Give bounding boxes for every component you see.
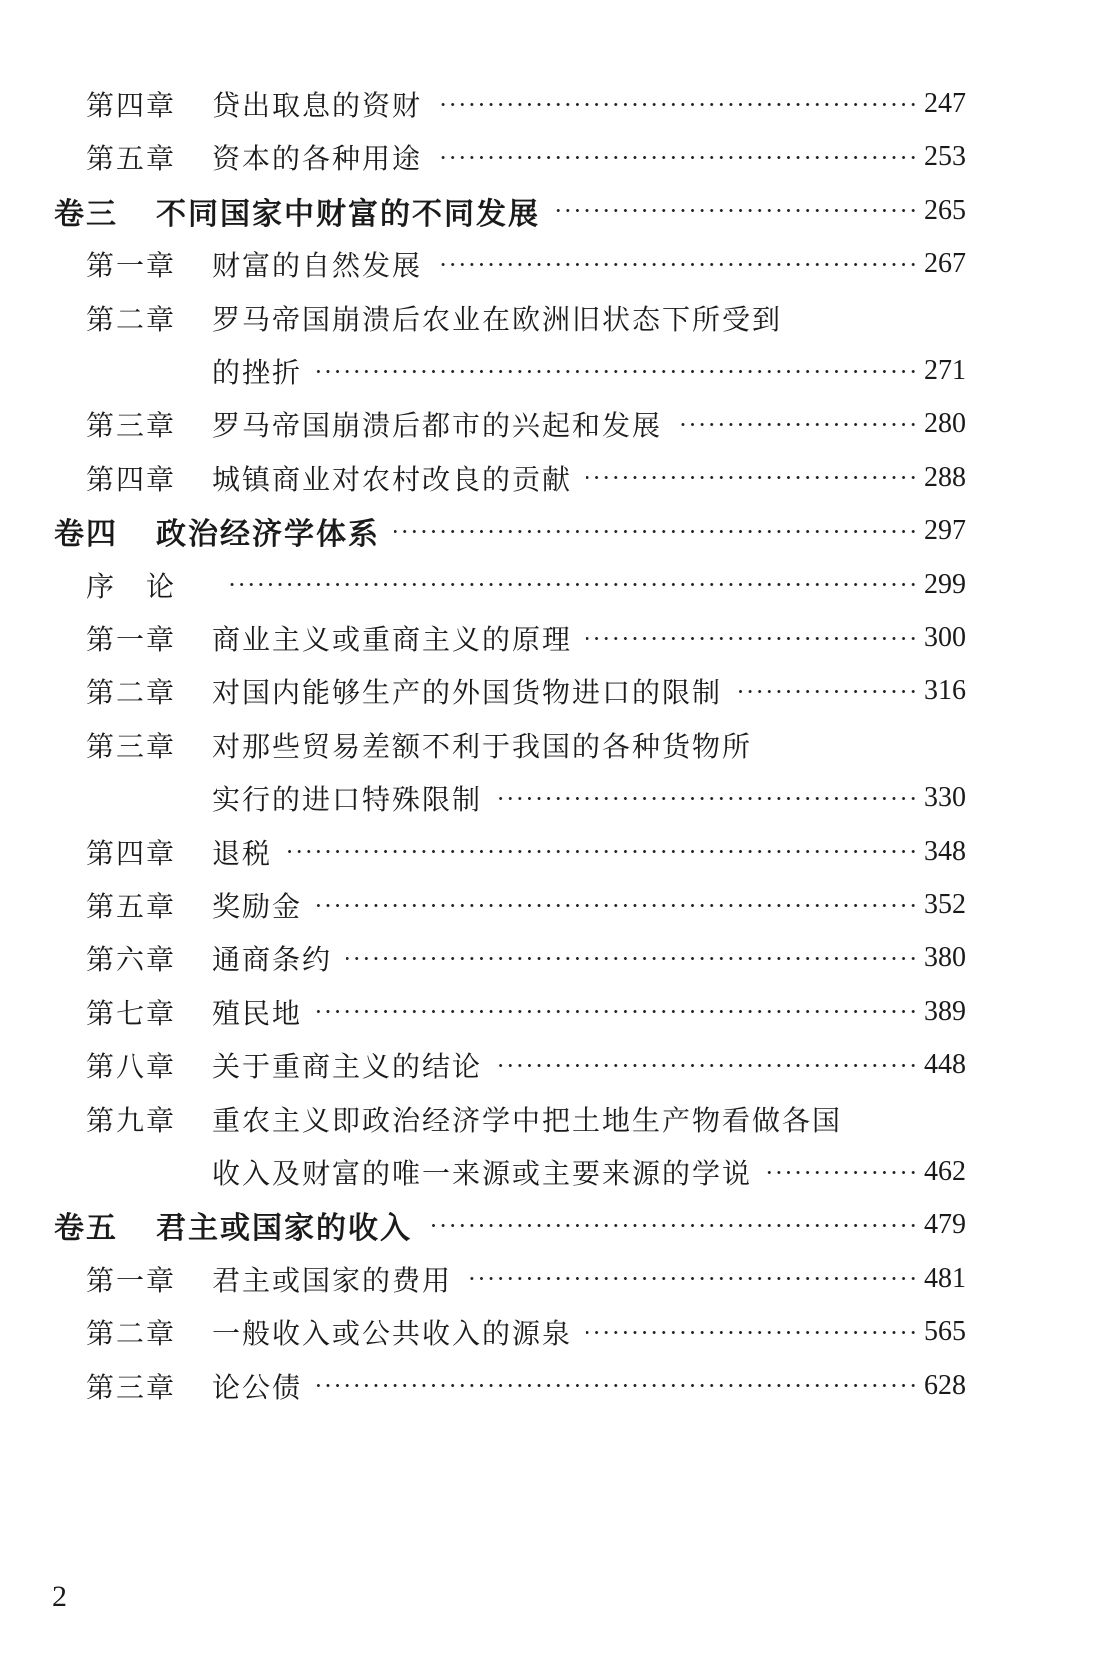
- toc-page-number: 267: [924, 248, 966, 280]
- toc-entry-label: 第四章: [86, 89, 177, 122]
- toc-page-number: 280: [924, 408, 966, 440]
- toc-entry: [212, 349, 966, 393]
- dot-leader: [554, 209, 918, 212]
- toc-entry-label: 第一章: [86, 1263, 177, 1297]
- toc-entry-title: 关于重商主义的结论: [212, 1050, 483, 1084]
- toc-entry-label: 第七章: [86, 996, 177, 1030]
- toc-entry: [212, 1150, 966, 1194]
- toc-volume-entry: [54, 1203, 966, 1247]
- toc-entry-title: 财富的自然发展: [212, 249, 423, 283]
- dot-leader: [496, 797, 918, 800]
- toc-entry-title: 政治经济学体系: [156, 517, 380, 553]
- toc-entry-title: 殖民地: [212, 996, 303, 1030]
- toc-entry: [86, 723, 752, 767]
- toc-entry: [86, 936, 966, 980]
- toc-entry-title: 君主或国家的费用: [212, 1263, 453, 1297]
- dot-leader: [226, 583, 918, 586]
- toc-page-number: 288: [924, 461, 966, 493]
- toc-page-number: 352: [924, 889, 966, 920]
- toc-entry-label: 第二章: [86, 1317, 177, 1351]
- toc-entry-label: 第一章: [86, 249, 177, 283]
- dot-leader: [436, 263, 918, 266]
- toc-entry: [86, 135, 966, 179]
- toc-entry-title: 罗马帝国崩溃后都市的兴起和发展: [212, 409, 663, 443]
- dot-leader: [676, 423, 918, 426]
- toc-page-number: 297: [924, 515, 966, 547]
- toc-entry-label: 卷五: [54, 1211, 118, 1247]
- toc-entry-label: 第六章: [86, 943, 177, 977]
- toc-volume-entry: [54, 189, 966, 233]
- toc-entry-title: 罗马帝国崩溃后农业在欧洲旧状态下所受到: [212, 302, 783, 336]
- toc-entry: [86, 402, 966, 446]
- toc-entry-label: 第二章: [86, 676, 177, 710]
- page-number: 2: [52, 1580, 67, 1613]
- toc-page-number: 380: [924, 942, 966, 974]
- toc-entry: [86, 616, 966, 660]
- toc-entry-title: 通商条约: [212, 943, 333, 977]
- toc-entry-label: 第八章: [86, 1050, 177, 1084]
- toc-entry-title: 一般收入或公共收入的源泉: [212, 1317, 573, 1351]
- dot-leader: [586, 1331, 918, 1334]
- toc-entry: [86, 1364, 966, 1408]
- toc-entry: [86, 456, 966, 500]
- dot-leader: [286, 850, 918, 853]
- toc-entry-label: 第三章: [86, 409, 177, 443]
- toc-entry: [86, 82, 966, 126]
- toc-entry-label: 第一章: [86, 623, 177, 656]
- dot-leader: [316, 904, 918, 907]
- toc-entry-label: 卷四: [54, 517, 118, 553]
- toc-entry: [86, 1257, 966, 1301]
- toc-entry: [86, 990, 966, 1034]
- toc-page-number: 271: [924, 355, 966, 386]
- toc-page-number: 253: [924, 141, 966, 173]
- toc-page-number: 300: [924, 622, 966, 653]
- toc-entry: [86, 242, 966, 286]
- dot-leader: [316, 370, 918, 373]
- toc-entry-label: 第四章: [86, 462, 177, 496]
- toc-page-number: 462: [924, 1156, 966, 1187]
- dot-leader: [436, 156, 918, 159]
- toc-entry: [86, 883, 966, 927]
- toc-entry-title: 君主或国家的收入: [156, 1211, 412, 1247]
- toc-entry-label: 第九章: [86, 1103, 177, 1137]
- toc-page-number: 389: [924, 995, 966, 1027]
- toc-entry-label: 序 论: [86, 569, 177, 603]
- toc-entry-title: 商业主义或重商主义的原理: [212, 623, 573, 656]
- toc-page-number: 448: [924, 1049, 966, 1081]
- toc-page-number: 565: [924, 1316, 966, 1348]
- toc-entry-title: 奖励金: [212, 890, 303, 923]
- dot-leader: [346, 957, 918, 960]
- toc-entry-title: 重农主义即政治经济学中把土地生产物看做各国: [212, 1103, 843, 1137]
- toc-page-number: 265: [924, 194, 966, 226]
- dot-leader: [586, 476, 918, 479]
- toc-entry-title: 的挫折: [212, 356, 303, 389]
- toc-page-number: 628: [924, 1369, 966, 1401]
- toc-entry-label: 第二章: [86, 302, 177, 336]
- toc-entry-title: 实行的进口特殊限制: [212, 783, 483, 817]
- toc-entry: [212, 776, 966, 820]
- dot-leader: [394, 530, 918, 533]
- toc-entry-title: 收入及财富的唯一来源或主要来源的学说: [212, 1157, 753, 1190]
- toc-page-number: 247: [924, 88, 966, 119]
- toc-entry-title: 对那些贸易差额不利于我国的各种货物所: [212, 729, 753, 763]
- dot-leader: [766, 1171, 918, 1174]
- toc-entry-title: 退税: [212, 836, 273, 870]
- toc-entry-title: 贷出取息的资财: [212, 89, 423, 122]
- dot-leader: [496, 1064, 918, 1067]
- toc-entry-label: 第四章: [86, 836, 177, 870]
- dot-leader: [316, 1384, 918, 1387]
- dot-leader: [466, 1277, 918, 1280]
- toc-page-number: 330: [924, 782, 966, 814]
- dot-leader: [316, 1010, 918, 1013]
- dot-leader: [736, 690, 918, 693]
- toc-entry: [86, 669, 966, 713]
- dot-leader: [586, 637, 918, 640]
- toc-entry: [86, 1043, 966, 1087]
- toc-page-number: 348: [924, 835, 966, 867]
- toc-entry-title: 不同国家中财富的不同发展: [156, 196, 540, 232]
- dot-leader: [426, 1224, 918, 1227]
- toc-entry: [86, 830, 966, 874]
- toc-page-number: 479: [924, 1209, 966, 1241]
- toc-page-number: 316: [924, 675, 966, 707]
- toc-entry-title: 对国内能够生产的外国货物进口的限制: [212, 676, 723, 710]
- toc-entry: [86, 1097, 842, 1141]
- toc-entry-title: 城镇商业对农村改良的贡献: [212, 462, 573, 496]
- toc-volume-entry: [54, 509, 966, 553]
- toc-entry-label: 第三章: [86, 729, 177, 763]
- dot-leader: [436, 103, 918, 106]
- toc-entry-label: 第五章: [86, 890, 177, 923]
- toc-entry-label: 第五章: [86, 142, 177, 176]
- toc-entry: [86, 563, 966, 607]
- toc-entry: [86, 296, 782, 340]
- toc-entry-label: 卷三: [54, 196, 118, 232]
- toc-entry-title: 资本的各种用途: [212, 142, 423, 176]
- toc-entry-title: 论公债: [212, 1370, 303, 1404]
- toc-entry: [86, 1310, 966, 1354]
- toc-page-number: 481: [924, 1262, 966, 1294]
- toc-entry-label: 第三章: [86, 1370, 177, 1404]
- toc-page-number: 299: [924, 568, 966, 600]
